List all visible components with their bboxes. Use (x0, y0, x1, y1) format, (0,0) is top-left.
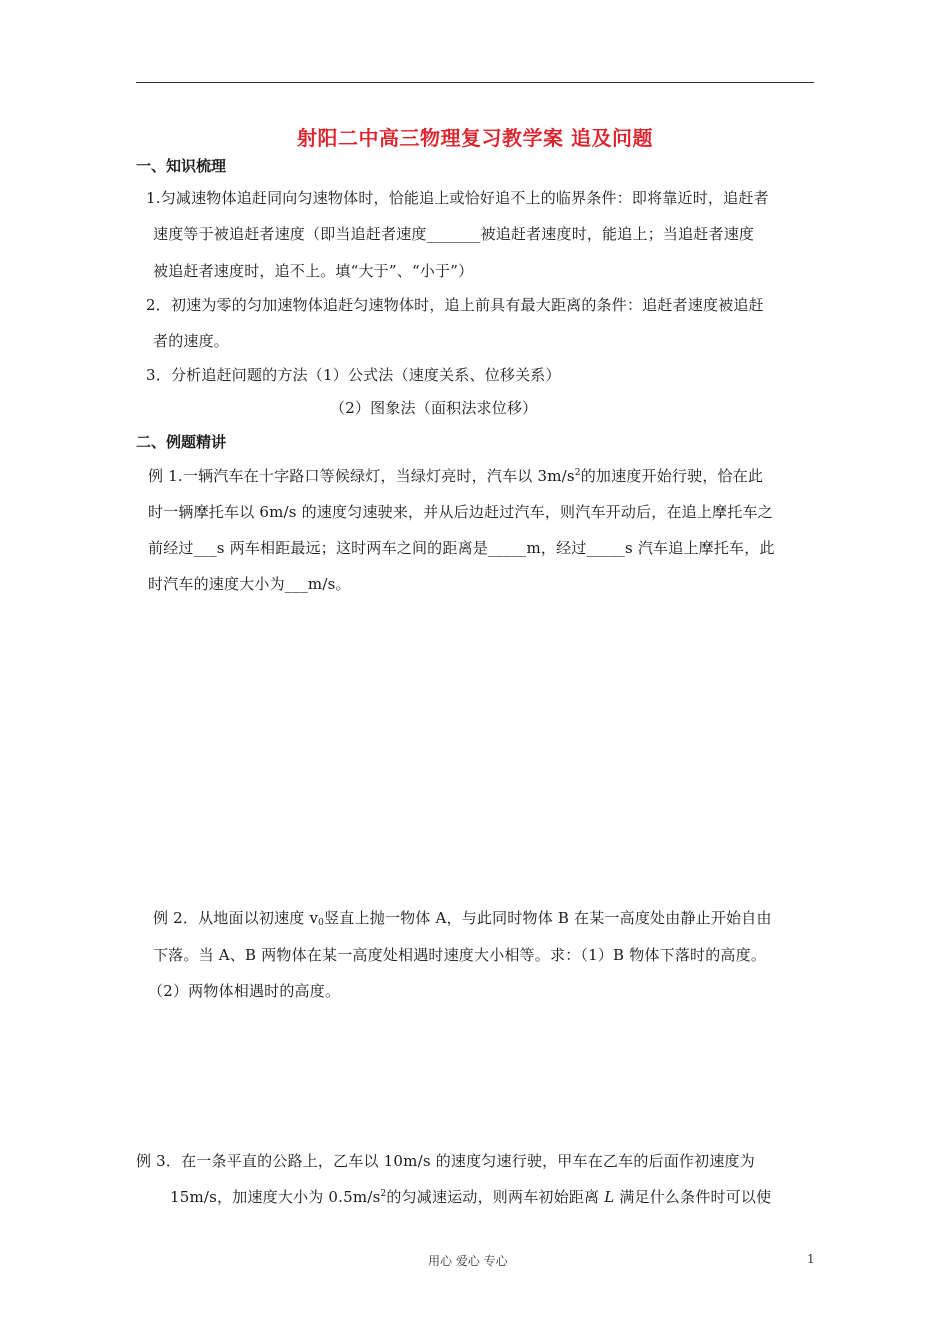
header-rule (136, 82, 814, 83)
example-1-line-2: 时一辆摩托车以 6m/s 的速度匀速驶来，并从后边赶过汽车，则汽车开动后，在追上摩托车之 (148, 503, 773, 521)
section-heading-examples: 二、例题精讲 (136, 433, 227, 451)
example-2-line-3: （2）两物体相遇时的高度。 (148, 982, 341, 1000)
footer-text: 用心 爱心 专心 (428, 1254, 508, 1268)
example-1-line-1: 例 1.一辆汽车在十字路口等候绿灯，当绿灯亮时，汽车以 $3m/s^2$的加速度开始行驶，恰在此 (148, 467, 764, 485)
page-number: 1 (807, 1252, 815, 1266)
example-3-line-2: 15m/s，加速度大小为 $0.5m/s^2$的匀减速运动，则两车初始距离 L 满足什么条件时可以使 (170, 1188, 772, 1206)
knowledge-point-3-line-1: 3．分析追赶问题的方法（1）公式法（速度关系、位移关系） (146, 366, 561, 384)
example-1-line-4: 时汽车的速度大小为___m/s。 (148, 575, 351, 593)
page-title: 射阳二中高三物理复习教学案 追及问题 (297, 126, 653, 150)
knowledge-point-1-line-1: 1.匀减速物体追赶同向匀速物体时，恰能追上或恰好追不上的临界条件：即将靠近时，追赶者 (146, 189, 769, 207)
example-2-line-2: 下落。当 A、B 两物体在某一高度处相遇时速度大小相等。求：（1）B 物体下落时的高度。 (153, 946, 767, 964)
knowledge-point-3-line-2: （2）图象法（面积法求位移） (330, 399, 538, 417)
knowledge-point-1-line-3: 被追赶者速度时，追不上。填“大于”、“小于”） (153, 262, 474, 280)
knowledge-point-1-line-2: 速度等于被追赶者速度（即当追赶者速度_______被追赶者速度时，能追上；当追赶者速度 (153, 225, 755, 243)
example-1-line-3: 前经过___s 两车相距最远；这时两车之间的距离是_____m，经过_____s 汽车追上摩托车，此 (148, 539, 775, 557)
example-2-line-1: 例 2．从地面以初速度 $v_0$竖直上抛一物体 A，与此同时物体 B 在某一高度处由静止开始自由 (153, 909, 772, 928)
section-heading-knowledge: 一、知识梳理 (136, 157, 227, 175)
knowledge-point-2-line-1: 2．初速为零的匀加速物体追赶匀速物体时，追上前具有最大距离的条件：追赶者速度被追赶 (146, 296, 764, 314)
knowledge-point-2-line-2: 者的速度。 (153, 332, 230, 350)
example-3-line-1: 例 3．在一条平直的公路上，乙车以 10m/s 的速度匀速行驶，甲车在乙车的后面作初速度为 (136, 1152, 755, 1170)
